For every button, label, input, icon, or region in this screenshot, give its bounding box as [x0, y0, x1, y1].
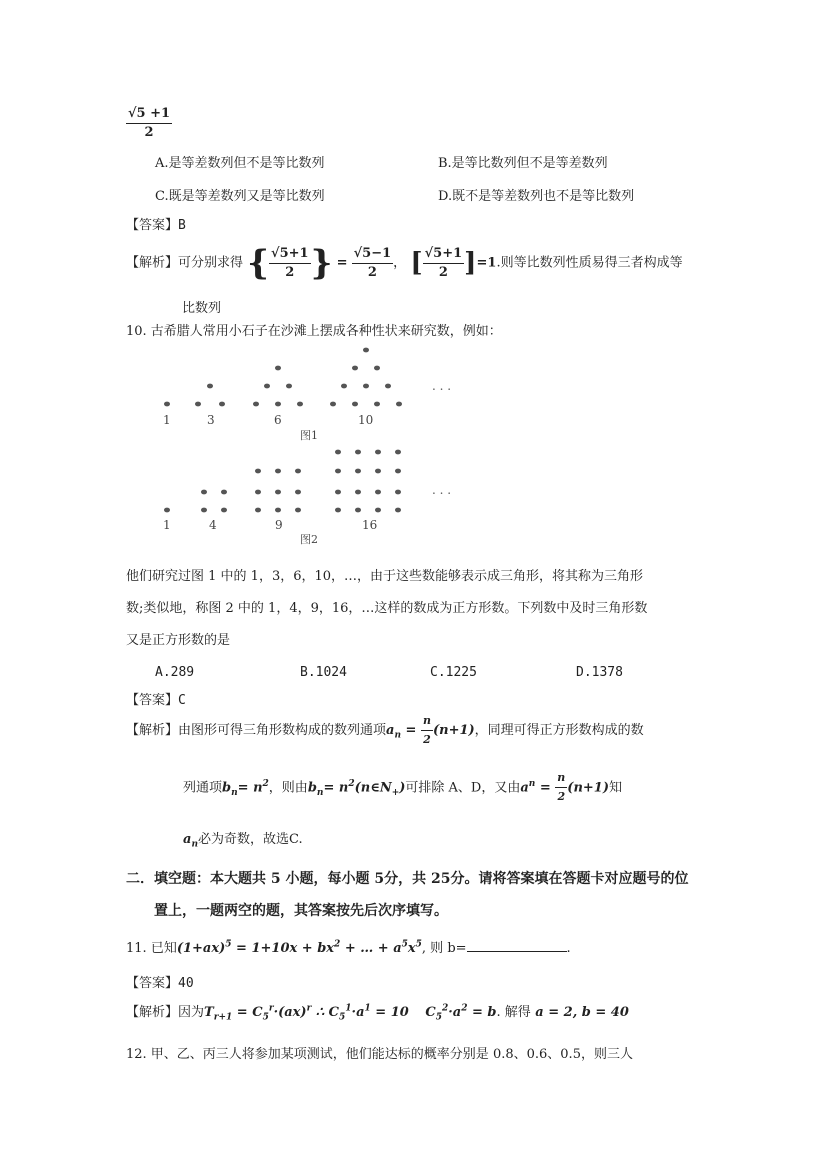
- stone: [395, 450, 401, 455]
- stone: [375, 508, 381, 513]
- q10-option-b: B.1024: [300, 665, 347, 680]
- stone: [255, 469, 261, 474]
- q9-option-b: B.是等比数列但不是等差数列: [438, 156, 608, 171]
- bracket-open: [: [410, 248, 423, 278]
- c2-sup: 1: [345, 1003, 352, 1014]
- stone: [275, 508, 281, 513]
- stone: [330, 402, 336, 407]
- frac3-den: 2: [438, 264, 448, 280]
- q11-exp5c: 5: [415, 939, 422, 950]
- q11-answer: [126, 972, 194, 991]
- q11-pre: 已知: [150, 941, 177, 956]
- stone: [253, 402, 259, 407]
- stone: [335, 490, 341, 495]
- q11-expr: (1+ax): [176, 941, 226, 956]
- q11-stem: [126, 937, 571, 956]
- c3-sup: 2: [441, 1003, 449, 1014]
- q9-option-d: D.既不是等差数列也不是等比数列: [438, 189, 635, 204]
- answer-value: B: [178, 218, 186, 233]
- q11-analysis: [126, 1001, 629, 1023]
- stone: [221, 508, 227, 513]
- stone: [164, 508, 170, 513]
- fig1-label-1: 1: [163, 413, 171, 427]
- stone: [219, 402, 225, 407]
- stone: [335, 450, 341, 455]
- c-sup: r: [268, 1003, 274, 1014]
- q9-analysis-cont: 比数列: [182, 301, 222, 316]
- an-rhs: (n+1): [432, 723, 475, 738]
- stone: [395, 508, 401, 513]
- t-rhs: = C: [232, 1005, 263, 1020]
- an2-eq: =: [535, 780, 556, 796]
- stone: [355, 490, 361, 495]
- answer-value: C: [178, 693, 186, 708]
- frac1-num: √5+1: [269, 245, 311, 264]
- q10-analysis-line-3: [183, 828, 303, 850]
- brace-close: }: [310, 243, 333, 283]
- stone: [352, 366, 358, 371]
- solve: a = 2, b = 40: [530, 1005, 629, 1020]
- bn2-var: b: [307, 780, 317, 796]
- frac2-den: 2: [367, 264, 377, 280]
- bn-sq: 2: [262, 779, 269, 789]
- fig1-ellipsis: . . .: [432, 379, 452, 393]
- stone: [264, 384, 270, 389]
- q12-stem: 12. 甲、乙、丙三人将参加某项测试，他们能达标的概率分别是 0.8、0.6、0.5，则三人: [126, 1047, 633, 1062]
- q9-option-a: A.是等差数列但不是等比数列: [155, 156, 325, 171]
- stone: [164, 402, 170, 407]
- an-frac-den: 2: [423, 733, 431, 746]
- stone: [355, 508, 361, 513]
- analysis-label: 【解析】: [126, 255, 179, 271]
- t-sub: r+1: [213, 1012, 233, 1023]
- stone: [363, 348, 369, 353]
- bracket-close: ]: [464, 248, 477, 278]
- q11-expr2: = 1+10x + bx: [231, 941, 335, 956]
- comma: ，: [393, 255, 407, 271]
- an2-frac-num: n: [555, 769, 567, 788]
- fig1-label-3: 3: [207, 413, 215, 427]
- rhs2: ·a: [351, 1005, 365, 1020]
- stone: [275, 490, 281, 495]
- line2-mid: ，则由: [268, 780, 308, 796]
- bn-rhs: = n: [237, 780, 263, 796]
- stone: [335, 469, 341, 474]
- stone: [375, 469, 381, 474]
- q10-option-a: A.289: [155, 665, 195, 680]
- a3-sup: 2: [461, 1003, 468, 1014]
- q10-stem: 10. 古希腊人常用小石子在沙滩上摆成各种性状来研究数，例如：: [126, 324, 502, 339]
- bn-var: b: [222, 780, 232, 796]
- fig2-caption: 图2: [300, 533, 318, 546]
- q11-num: 11.: [126, 941, 147, 956]
- analysis-pre: 因为: [178, 1005, 205, 1020]
- answer-label: 【答案】: [126, 693, 179, 708]
- stone: [275, 469, 281, 474]
- c2-sub: 5: [339, 1012, 346, 1023]
- line3-text: 必为奇数，故选C.: [197, 832, 303, 847]
- t-rhs2: ·(ax): [273, 1005, 307, 1020]
- frac2-num: √5−1: [352, 245, 394, 264]
- fraction-denominator: 2: [144, 125, 154, 140]
- analysis-post: .则等比数列性质易得三者构成等: [496, 255, 683, 271]
- stone: [207, 384, 213, 389]
- therefore: ∴ C: [311, 1005, 340, 1020]
- stone: [355, 469, 361, 474]
- bn2-sub: n: [316, 787, 324, 798]
- q9-option-c: C.既是等差数列又是等比数列: [155, 189, 325, 204]
- stone: [295, 508, 301, 513]
- stone: [374, 402, 380, 407]
- analysis-label: 【解析】: [126, 723, 179, 738]
- answer-label: 【答案】: [126, 976, 179, 991]
- line2-pre: 列通项: [183, 780, 223, 796]
- frac3-num: √5+1: [423, 245, 465, 264]
- an2-rhs: (n+1): [567, 780, 609, 796]
- line2-end: 知: [609, 780, 623, 796]
- c3: C: [425, 1005, 436, 1020]
- bn2-cond-sub: +: [391, 787, 400, 798]
- stone: [385, 384, 391, 389]
- section-2-heading: 二．填空题：本大题共 5 小题，每小题 5分，共 25分。请将答案填在答题卡对应题号的位: [126, 871, 689, 887]
- rhs3b: = b: [467, 1005, 497, 1020]
- stone: [355, 450, 361, 455]
- stone: [275, 402, 281, 407]
- q10-option-c: C.1225: [430, 665, 477, 680]
- an-frac-num: n: [421, 712, 433, 731]
- analysis-text: 可分别求得: [178, 255, 244, 271]
- stone: [375, 450, 381, 455]
- an-sub: n: [394, 730, 402, 741]
- q10-analysis-line-1: [126, 712, 644, 754]
- an2-frac-den: 2: [557, 790, 566, 804]
- an2-sub: n: [528, 779, 536, 789]
- stone: [255, 490, 261, 495]
- fig2-label-1: 1: [163, 518, 171, 532]
- line2-post: 可排除 A、D，又由: [405, 780, 521, 796]
- equals-one: =1: [476, 255, 497, 271]
- fig1-label-6: 6: [274, 413, 282, 427]
- q9-answer: [126, 214, 186, 233]
- q9-analysis: [126, 243, 683, 284]
- brace-open: {: [247, 243, 270, 283]
- stone: [375, 490, 381, 495]
- q10-para-1: 他们研究过图 1 中的 1，3，6，10，…，由于这些数能够表示成三角形，将其称为三角形: [126, 569, 644, 584]
- line3-sub: n: [191, 839, 198, 850]
- figure-1: [150, 342, 480, 442]
- analysis-post: . 解得: [496, 1005, 531, 1020]
- top-fraction: [126, 105, 172, 142]
- an2-var: a: [520, 780, 529, 796]
- q11-exp5: 5: [225, 939, 232, 950]
- stone: [297, 402, 303, 407]
- fig2-label-4: 4: [209, 518, 217, 532]
- q11-end: .: [566, 941, 571, 956]
- stone: [352, 402, 358, 407]
- bn2-cond: (n∈N: [354, 780, 392, 796]
- bn-sub: n: [231, 787, 238, 798]
- q11-expr3: + … + a: [340, 941, 402, 956]
- stone: [221, 490, 227, 495]
- bn2-rhs: = n: [323, 780, 349, 796]
- bn2-cond-close: ): [399, 780, 406, 796]
- fraction-numerator: √5 +1: [126, 105, 172, 124]
- stone: [396, 402, 402, 407]
- answer-blank[interactable]: [467, 939, 567, 952]
- stone: [201, 508, 207, 513]
- fig2-label-9: 9: [275, 518, 283, 532]
- stone: [363, 384, 369, 389]
- an-eq: =: [401, 723, 421, 738]
- stone: [295, 469, 301, 474]
- line3-var: a: [183, 832, 192, 847]
- q10-option-d: D.1378: [576, 665, 623, 680]
- rhs2b: = 10: [370, 1005, 409, 1020]
- an-var: a: [386, 723, 395, 738]
- t-sup: r: [306, 1003, 312, 1014]
- analysis-label: 【解析】: [126, 1005, 179, 1020]
- stone: [201, 490, 207, 495]
- q10-para-3: 又是正方形数的是: [126, 633, 231, 648]
- stone: [275, 366, 281, 371]
- rhs3: ·a: [448, 1005, 462, 1020]
- fig1-label-10: 10: [358, 413, 374, 427]
- stone: [195, 402, 201, 407]
- fig2-label-16: 16: [362, 518, 378, 532]
- q11-exp2: 2: [334, 939, 341, 950]
- stone: [295, 490, 301, 495]
- t-var: T: [204, 1005, 214, 1020]
- a-sup: 1: [364, 1003, 371, 1014]
- q11-expr4: x: [407, 941, 416, 956]
- bn2-sq: 2: [348, 779, 355, 789]
- fig1-caption: 图1: [300, 429, 318, 442]
- analysis-text-2: ，同理可得正方形数构成的数: [474, 723, 644, 738]
- section-2-heading-cont: 置上，一题两空的题，其答案按先后次序填写。: [154, 903, 448, 919]
- stone: [395, 490, 401, 495]
- stone: [286, 384, 292, 389]
- answer-label: 【答案】: [126, 218, 179, 233]
- c-sub: 5: [262, 1012, 269, 1023]
- frac1-den: 2: [285, 264, 295, 280]
- stone: [374, 366, 380, 371]
- q10-para-2: 数;类似地，称图 2 中的 1，4，9，16，…这样的数成为正方形数。下列数中及时三角形数: [126, 601, 648, 616]
- stone: [395, 469, 401, 474]
- equals: =: [336, 255, 348, 271]
- q11-post: , 则 b=: [421, 941, 467, 956]
- answer-value: 40: [178, 976, 194, 991]
- q10-answer: [126, 689, 186, 708]
- analysis-text: 由图形可得三角形数构成的数列通项: [178, 723, 387, 738]
- c3-sub: 5: [435, 1012, 442, 1023]
- q11-exp5b: 5: [401, 939, 408, 950]
- figure-2: [150, 444, 480, 546]
- stone: [255, 508, 261, 513]
- fig2-ellipsis: . . .: [432, 483, 452, 497]
- stone: [341, 384, 347, 389]
- stone: [335, 508, 341, 513]
- q10-analysis-line-2: [183, 766, 622, 811]
